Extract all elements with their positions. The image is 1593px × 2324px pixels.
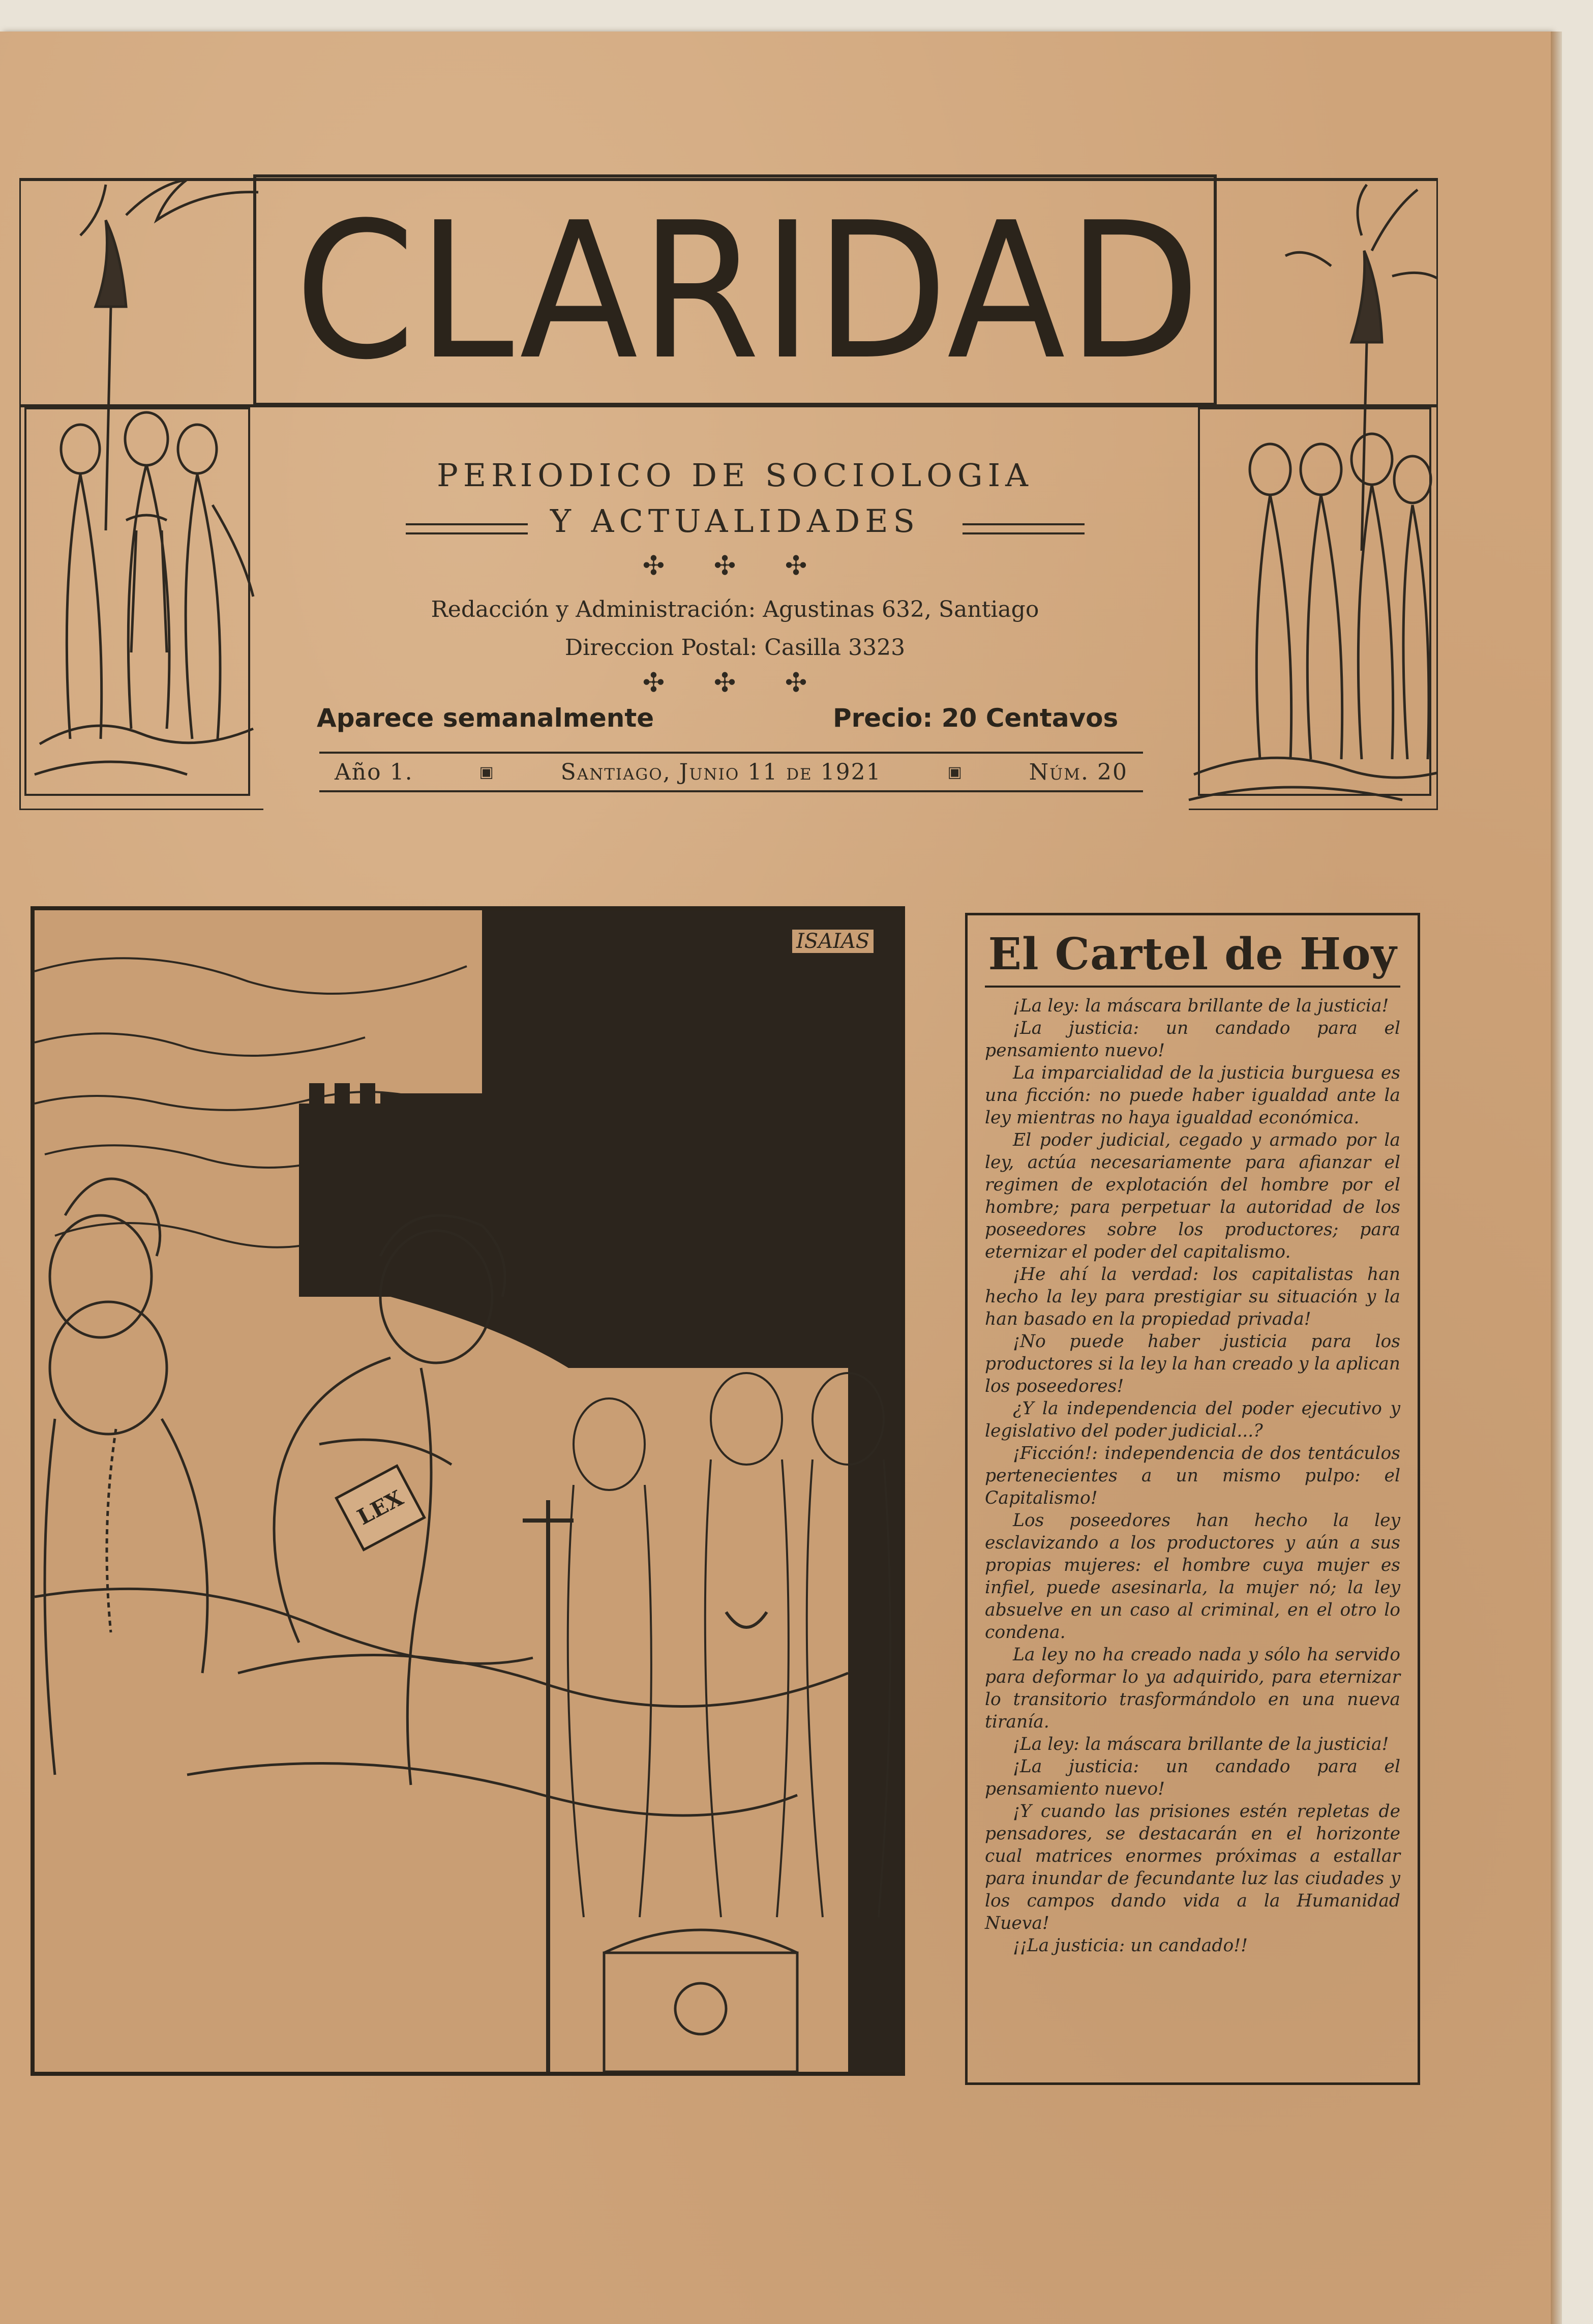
illustration-signature: ISAIAS	[792, 930, 874, 953]
article-paragraph: ¡Ficción!: independencia de dos tentáculos pertenecientes a un mismo pulpo: el Capitalismo!	[985, 1443, 1400, 1508]
article-paragraph: ¡He ahí la verdad: los capitalistas han hecho la ley para prestigiar su situación y la han basado en la propiedad privada!	[985, 1264, 1400, 1329]
article-body	[985, 995, 1400, 1957]
page-edge	[1551, 32, 1562, 2324]
illustration-drawing	[35, 910, 901, 2072]
issue-number: Núm. 20	[1029, 759, 1128, 785]
cartoon-illustration	[31, 906, 905, 2076]
date-label: Santiago, Junio 11 de 1921	[560, 759, 882, 785]
article-paragraph: ¡La justicia: un candado para el pensamiento nuevo!	[985, 1018, 1400, 1061]
article-paragraph: ¡La justicia: un candado para el pensamiento nuevo!	[985, 1756, 1400, 1799]
year-label: Año 1.	[335, 759, 413, 785]
article-paragraph: ¡Y cuando las prisiones estén repletas de pensadores, se destacarán en el horizonte cual matrices enormes próximas a estallar para inundar de fecundante luz las ciudades y los campos dando vida a la Humanidad Nueva!	[985, 1801, 1400, 1933]
article-paragraph: ¡La ley: la máscara brillante de la justicia!	[1013, 1734, 1389, 1754]
article-el-cartel-de-hoy	[965, 913, 1420, 2085]
article-paragraph: ¡La ley: la máscara brillante de la justicia!	[1013, 996, 1389, 1016]
separator-icon: ▣	[947, 763, 963, 781]
ornament-row-2: ✣ ✣ ✣	[642, 668, 828, 698]
price: Precio: 20 Centavos	[833, 703, 1119, 733]
article-paragraph: El poder judicial, cegado y armado por la ley, actúa necesariamente para afianzar el regimen de explotación del hombre por el hombre; para perpetuar la autoridad de los poseedores sobre los productores; para eternizar el poder del capitalismo.	[985, 1130, 1400, 1262]
newspaper-title: CLARIDAD	[294, 183, 1203, 401]
article-paragraph: ¡No puede haber justicia para los productores si la ley la han creado y la aplican los poseedores!	[985, 1331, 1400, 1396]
postal-address: Direccion Postal: Casilla 3323	[564, 635, 906, 661]
lex-book-label: LEX	[335, 1464, 426, 1552]
article-paragraph: ¿Y la independencia del poder ejecutivo y legislativo del poder judicial...?	[985, 1398, 1400, 1441]
redaccion-address: Redacción y Administración: Agustinas 632, Santiago	[431, 597, 1039, 622]
separator-icon: ▣	[479, 763, 495, 781]
dateline	[319, 752, 1143, 792]
article-paragraph: Los poseedores han hecho la ley esclavizando a los productores y aún a sus propias mujeres: el hombre cuya mujer es infiel, puede asesinarla, la mujer nó; la ley absuelve en un caso al criminal, en el otro lo condena.	[985, 1510, 1400, 1643]
masthead	[19, 174, 1438, 810]
article-title: El Cartel de Hoy	[985, 927, 1400, 988]
title-box	[253, 174, 1217, 406]
subtitle-rule-right	[963, 523, 1085, 534]
ornament-row-1: ✣ ✣ ✣	[642, 551, 828, 581]
article-paragraph: ¡¡La justicia: un candado!!	[1013, 1935, 1248, 1956]
publication-frequency: Aparece semanalmente	[317, 703, 654, 733]
subtitle-line-1: PERIODICO DE SOCIOLOGIA	[437, 457, 1033, 494]
subtitle-line-2: Y ACTUALIDADES	[550, 502, 920, 540]
article-paragraph: La imparcialidad de la justicia burguesa es una ficción: no puede haber igualdad ante la ley mientras no haya igualdad económica.	[985, 1063, 1400, 1128]
article-paragraph: La ley no ha creado nada y sólo ha servido para deformar lo ya adquirido, para eternizar lo transitorio trasformándolo en una nueva tiranía.	[985, 1645, 1400, 1732]
